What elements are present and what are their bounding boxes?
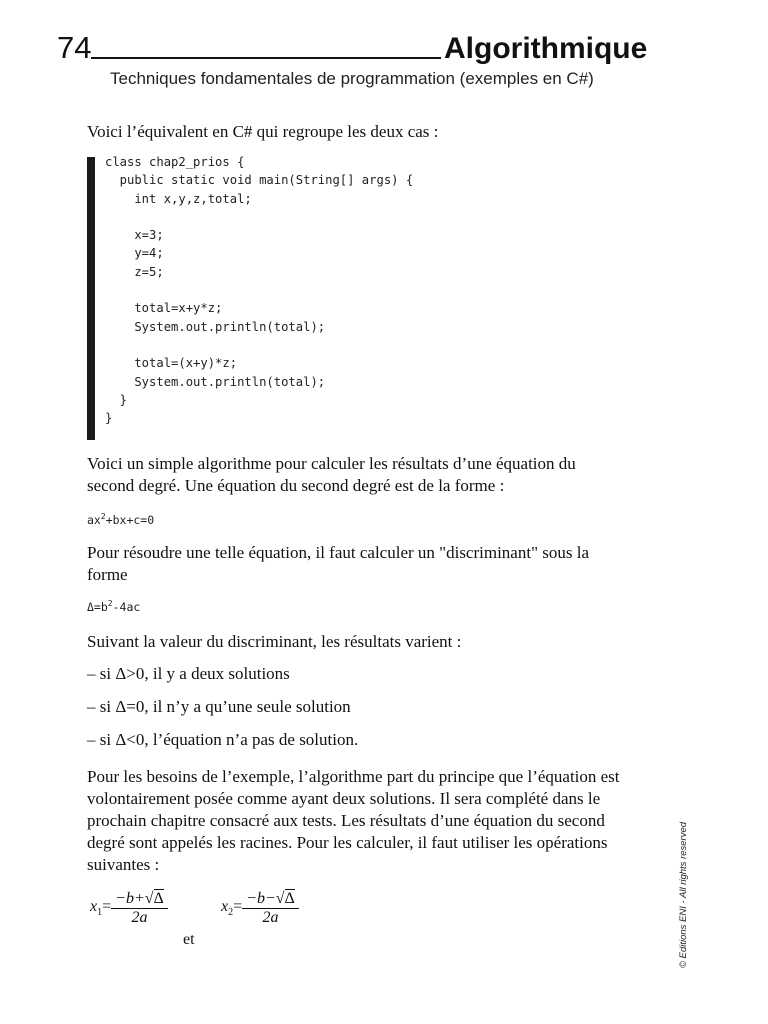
equation-paragraph [87,453,657,497]
equation-part: ax [87,512,101,527]
code-line: z=5; [105,264,164,279]
book-title: Algorithmique [444,32,648,65]
paragraph-line: degré sont appelés les racines. Pour les calculer, il faut utiliser les opérations [87,833,608,852]
code-line: y=4; [105,246,164,261]
fraction [242,890,299,927]
quadratic-equation [87,512,154,527]
formula-part: -4ac [112,599,141,614]
formula-lhs: $x_2=$ [221,898,243,919]
bullet-item: – si Δ=0, il n’y a qu’une seule solution [87,697,351,716]
code-line: class chap2_prios { [105,155,245,169]
formula-lhs: $x_1=$ [90,898,112,919]
code-line: System.out.println(total); [105,374,326,389]
bullet-item: – si Δ<0, l’équation n’a pas de solution. [87,730,359,749]
intro-paragraph: Voici l’équivalent en C# qui regroupe les deux cas : [87,122,439,141]
bullet-item: – si Δ>0, il y a deux solutions [87,664,290,683]
formula-part: Δ=b [87,599,108,614]
paragraph-line: Voici un simple algorithme pour calculer les résultats d’une équation du [87,454,576,473]
copyright-notice: © Editions ENI - All rights reserved [678,821,689,968]
code-line: int x,y,z,total; [105,191,252,206]
paragraph-line: forme [87,565,128,584]
equation-part: +bx+c=0 [105,512,155,527]
fraction-denominator: 2a [131,909,148,926]
code-line: x=3; [105,228,164,243]
paragraph-line: suivantes : [87,855,160,874]
paragraph-line: prochain chapitre consacré aux tests. Les résultats d’une équation du second [87,811,605,830]
formula-exponent: 2 [107,599,113,608]
code-block [105,153,413,427]
code-line: } [105,411,113,426]
fraction-denominator: 2a [262,909,279,926]
paragraph-line: volontairement posée comme ayant deux solutions. Il sera complété dans le [87,789,601,808]
code-line: } [105,392,128,407]
code-line: total=(x+y)*z; [105,356,238,371]
fraction-numerator: −b−√Δ [242,890,299,909]
paragraph-line: second degré. Une équation du second degré est de la forme : [87,476,505,495]
paragraph-line: Pour résoudre une telle équation, il faut calculer un "discriminant" sous la [87,543,590,562]
discriminant-paragraph [87,542,657,586]
example-paragraph [87,766,657,876]
results-paragraph: Suivant la valeur du discriminant, les résultats varient : [87,632,462,651]
code-line: System.out.println(total); [105,319,326,334]
fraction [111,890,168,927]
header-rule [91,57,441,59]
code-line: total=x+y*z; [105,301,223,316]
code-block-bar [87,157,95,440]
root-formula-x2 [221,890,299,927]
fraction-numerator: −b+√Δ [111,890,168,909]
root-formula-x1 [90,890,168,927]
code-line: public static void main(String[] args) { [105,173,414,188]
equation-exponent: 2 [100,512,106,521]
et-word: et [183,931,195,948]
book-subtitle: Techniques fondamentales de programmation (exemples en C#) [110,69,594,88]
discriminant-formula [87,599,140,614]
paragraph-line: Pour les besoins de l’exemple, l’algorithme part du principe que l’équation est [87,767,620,786]
page-number: 74 [57,30,92,65]
